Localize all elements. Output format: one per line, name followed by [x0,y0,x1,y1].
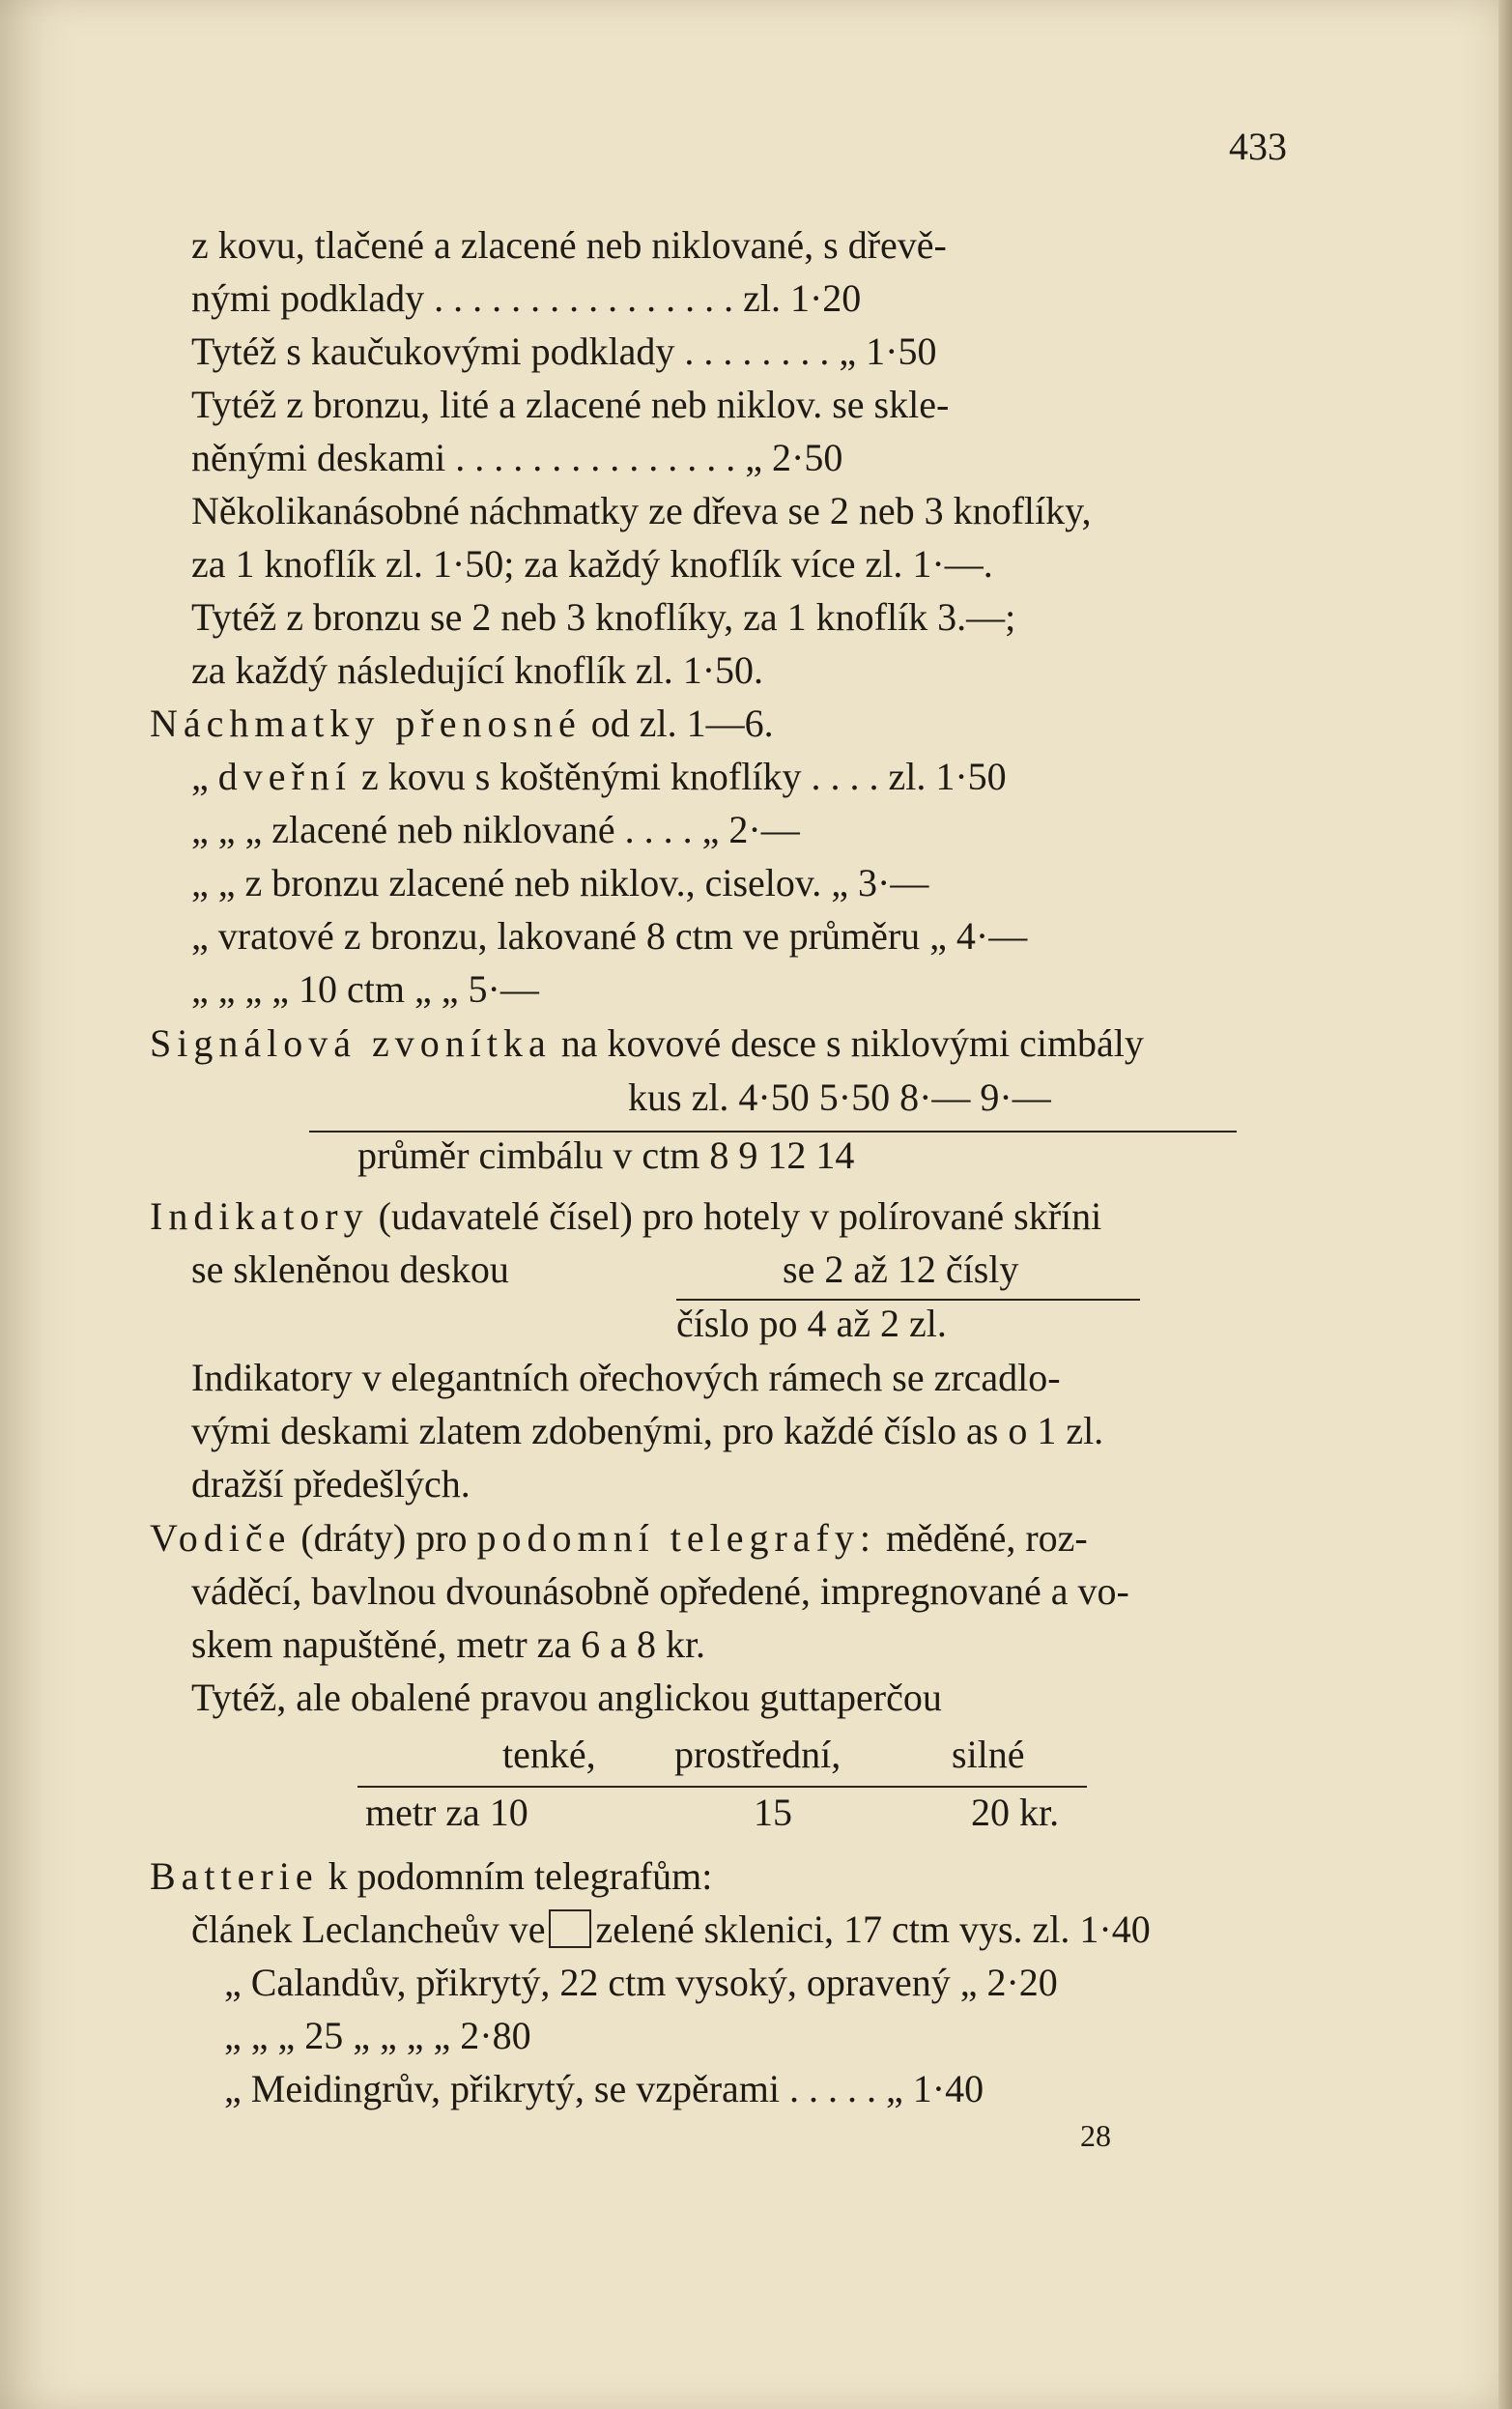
entry-heading: Batterie [150,1854,319,1898]
table-cell: 20 kr. [971,1791,1060,1834]
entry-heading: podomní telegrafy: [476,1516,876,1560]
text-line: Několikanásobné náchmatky ze dřeva se 2 neb 3 knoflíky, [191,489,1092,532]
square-symbol-icon [549,1909,591,1948]
text-line: Indikatory v elegantních ořechových rámech se zrcadlo- [191,1356,1061,1399]
entry-text: k podomním telegrafům: [328,1854,713,1898]
entry-heading-line [150,1020,1144,1067]
text-line: vými deskami zlatem zdobenými, pro každé číslo as o 1 zl. [191,1409,1104,1452]
entry-heading: Indikatory [150,1194,369,1238]
price-table-row: číslo po 4 až 2 zl. [676,1302,947,1345]
entry-text: zelené sklenici, 17 ctm vys. zl. 1·40 [595,1907,1151,1951]
price-line: „ „ „ „ 10 ctm „ „ 5·— [191,967,539,1011]
entry-text: od zl. 1—6. [590,702,774,745]
signature-mark: 28 [1080,2118,1111,2153]
text-line: váděcí, bavlnou dvounásobně opředené, impregnované a vo- [191,1569,1129,1613]
price-line: „ „ „ zlacené neb niklované . . . . „ 2·— [191,808,800,851]
text-line: za 1 knoflík zl. 1·50; za každý knoflík více zl. 1·—. [191,542,993,586]
text-line: Tytéž, ale obalené pravou anglickou guttaperčou [191,1676,942,1719]
table-header: tenké, [502,1733,596,1776]
entry-heading-line [191,754,1007,800]
entry-heading-line [150,1515,1088,1562]
entry-heading: dveřní [217,755,352,798]
table-rule [357,1786,1087,1788]
price-line: „ „ „ 25 „ „ „ „ 2·80 [224,2014,531,2057]
table-cell: 15 [754,1791,792,1834]
ditto-mark: „ [191,755,209,798]
text-fragment: se skleněnou deskou [191,1248,509,1291]
text-line: skem napuštěné, metr za 6 a 8 kr. [191,1622,706,1666]
price-table-row: kus zl. 4·50 5·50 8·— 9·— [628,1075,1051,1119]
table-header: silné [952,1733,1025,1776]
price-line: „ Calandův, přikrytý, 22 ctm vysoký, opravený „ 2·20 [224,1961,1058,2004]
price-line: „ Meidingrův, přikrytý, se vzpěrami . . . . . „ 1·40 [224,2067,984,2110]
price-line: Tytéž s kaučukovými podklady . . . . . . . . „ 1·50 [191,330,937,373]
entry-heading-line [150,1853,712,1900]
price-line: něnými deskami . . . . . . . . . . . . . . . „ 2·50 [191,436,843,479]
entry-heading-line [150,701,774,747]
text-line: Tytéž z bronzu, lité a zlacené neb niklov. se skle- [191,383,950,426]
page-number: 433 [1229,125,1287,168]
text-line: dražší předešlých. [191,1462,471,1506]
entry-text: (dráty) pro [300,1516,468,1560]
price-line: „ vratové z bronzu, lakované 8 ctm ve průměru „ 4·— [191,914,1028,958]
text-line: z kovu, tlačené a zlacené neb niklované, s dřevě- [191,223,947,267]
entry-heading: Vodiče [150,1516,292,1560]
price-table-row: průměr cimbálu v ctm 8 9 12 14 [357,1133,855,1177]
entry-heading: Signálová zvonítka [150,1021,552,1065]
entry-text: z kovu s koštěnými knoflíky . . . . zl. 1·50 [360,755,1007,798]
entry-text: článek Leclancheův ve [191,1907,546,1951]
text-line: za každý následující knoflík zl. 1·50. [191,648,764,692]
entry-heading: Náchmatky přenosné [150,702,582,745]
table-header: prostřední, [674,1733,842,1776]
price-line: „ „ z bronzu zlacené neb niklov., ciselov. „ 3·— [191,861,929,904]
price-line: nými podklady . . . . . . . . . . . . . . . . zl. 1·20 [191,276,862,320]
entry-text: měděné, roz- [885,1516,1088,1560]
entry-text: na kovové desce s niklovými cimbály [560,1021,1144,1065]
entry-text: (udavatelé čísel) pro hotely v polírované skříni [378,1194,1102,1238]
entry-heading-line [150,1193,1101,1240]
table-cell: metr za 10 [365,1791,528,1834]
text-fragment: se 2 až 12 čísly [783,1248,1019,1291]
text-line: Tytéž z bronzu se 2 neb 3 knoflíky, za 1 knoflík 3.—; [191,595,1016,639]
price-line [191,1907,1151,1953]
